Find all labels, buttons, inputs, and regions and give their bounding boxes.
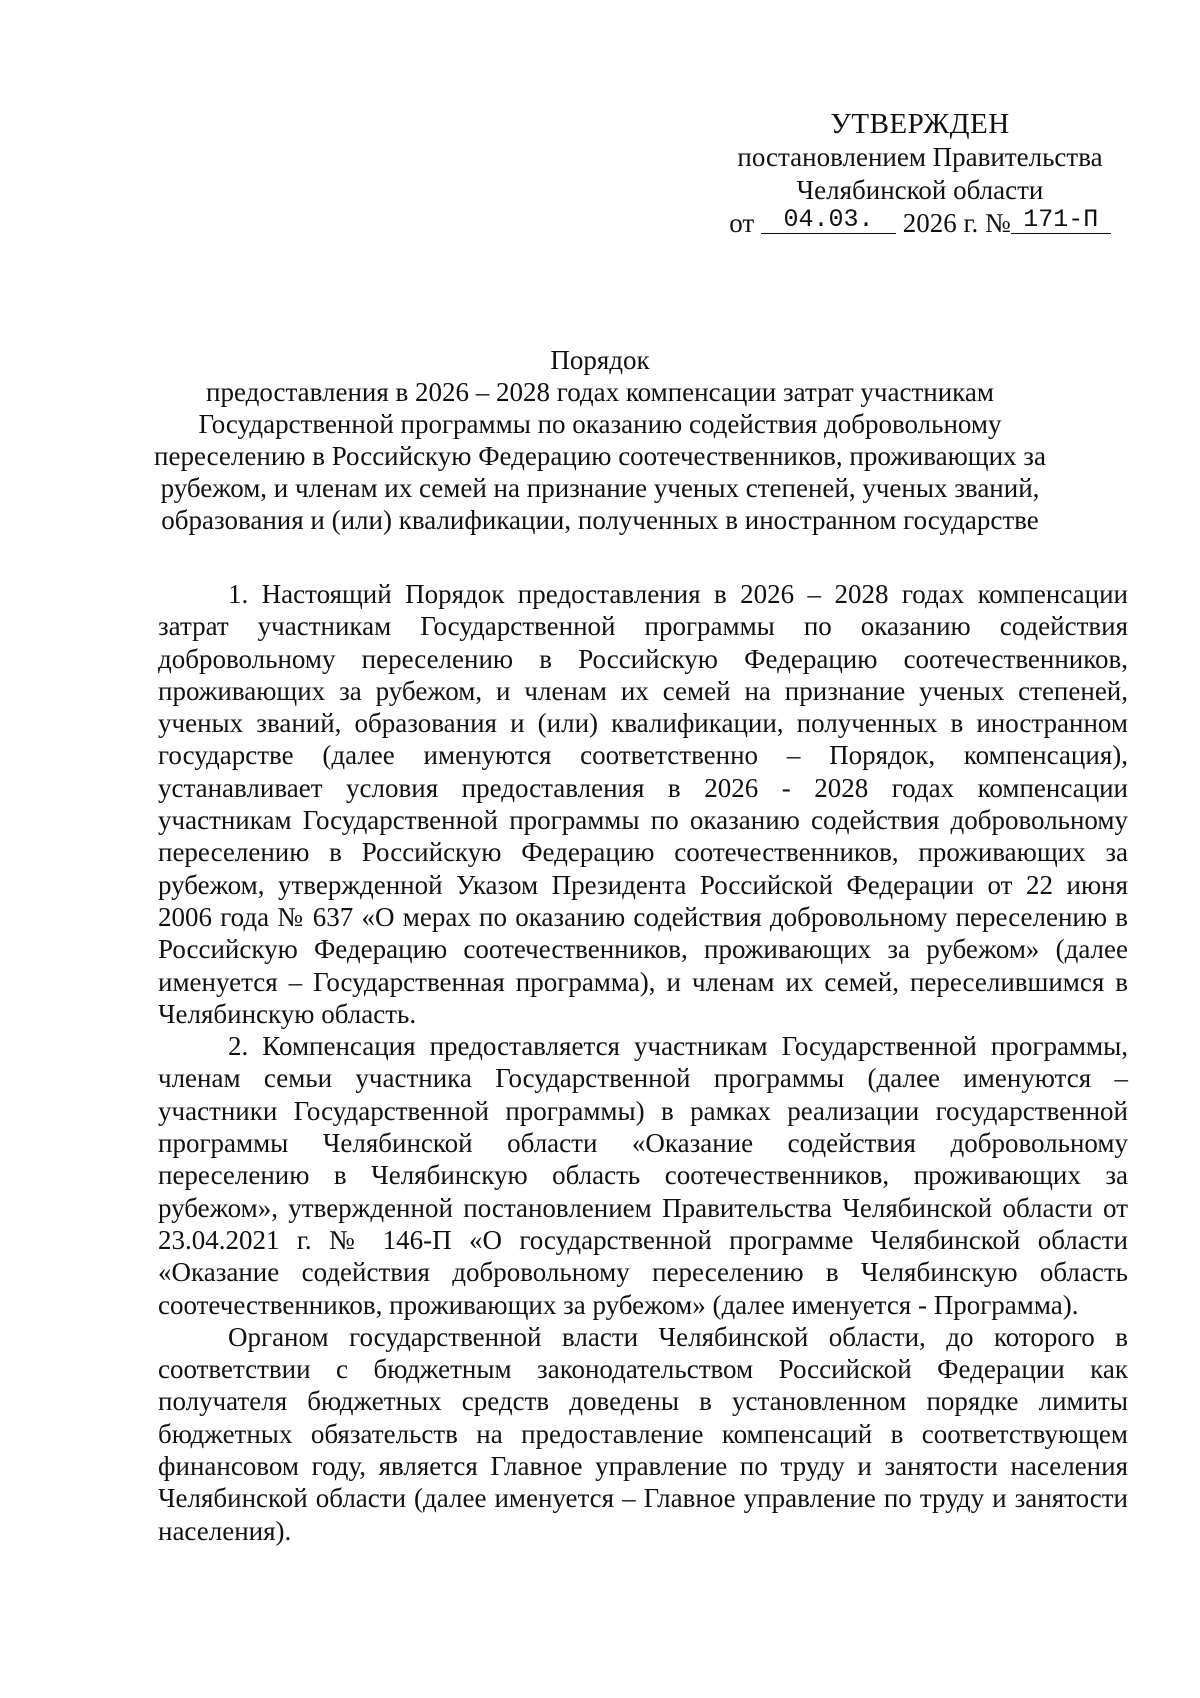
document-title-block — [140, 344, 1060, 536]
approval-line-2: Челябинской области — [796, 175, 1044, 205]
document-body — [158, 578, 1128, 1547]
approval-status: УТВЕРЖДЕН — [830, 108, 1010, 140]
approval-date-line — [700, 207, 1140, 240]
paragraph-3: Органом государственной власти Челябинской области, до которого в соответствии с бюджетным законодательством Российской Федерации как получателя бюджетных средств доведены в установленном порядке лимиты бюджетных обязательств на предоставление компенсаций в соответствующем финансовом году, является Главное управление по труду и занятости населения Челябинской области (далее именуется – Главное управление по труду и занятости населения). — [158, 1321, 1128, 1546]
document-heading: Порядок — [550, 345, 650, 375]
approval-stamp-block — [700, 108, 1140, 240]
document-subtitle: предоставления в 2026 – 2028 годах компенсации затрат участникам Государственной программы по оказанию содействия добровольному переселению в Российскую Федерацию соотечественников, проживающих за рубежом, и членам их семей на признание ученых степеней, ученых званий, образования и (или) квалификации, полученных в иностранном государстве — [154, 377, 1046, 535]
paragraph-2: 2. Компенсация предоставляется участникам Государственной программы, членам семьи участника Государственной программы (далее именуются – участники Государственной программы) в рамках реализации государственной программы Челябинской области «Оказание содействия добровольному переселению в Челябинскую область соотечественников, проживающих за рубежом», утвержденной постановлением Правительства Челябинской области от 23.04.2021 г. № 146-П «О государственной программе Челябинской области «Оказание содействия добровольному переселению в Челябинскую область соотечественников, проживающих за рубежом» (далее именуется - Программа). — [158, 1031, 1128, 1320]
date-prefix: от — [729, 208, 755, 238]
paragraph-1: 1. Настоящий Порядок предоставления в 2026 – 2028 годах компенсации затрат участникам Государственной программы по оказанию содействия добровольному переселению в Российскую Федерацию соотечественников, проживающих за рубежом, и членам их семей на признание ученых степеней, ученых званий, образования и (или) квалификации, полученных в иностранном государстве (далее именуются соответственно – Порядок, компенсация), устанавливает условия предоставления в 2026 - 2028 годах компенсации участникам Государственной программы по оказанию содействия добровольному переселению в Российскую Федерацию соотечественников, проживающих за рубежом, утвержденной Указом Президента Российской Федерации от 22 июня 2006 года № 637 «О мерах по оказанию содействия добровольному переселению в Российскую Федерацию соотечественников, проживающих за рубежом» (далее именуется – Государственная программа), и членам их семей, переселившимся в Челябинскую область. — [158, 579, 1128, 1029]
approval-line-1: постановлением Правительства — [737, 142, 1103, 172]
document-number-field: 171-П — [1011, 207, 1111, 234]
date-field: 04.03. — [761, 207, 896, 234]
year-text: 2026 г. № — [902, 208, 1011, 238]
